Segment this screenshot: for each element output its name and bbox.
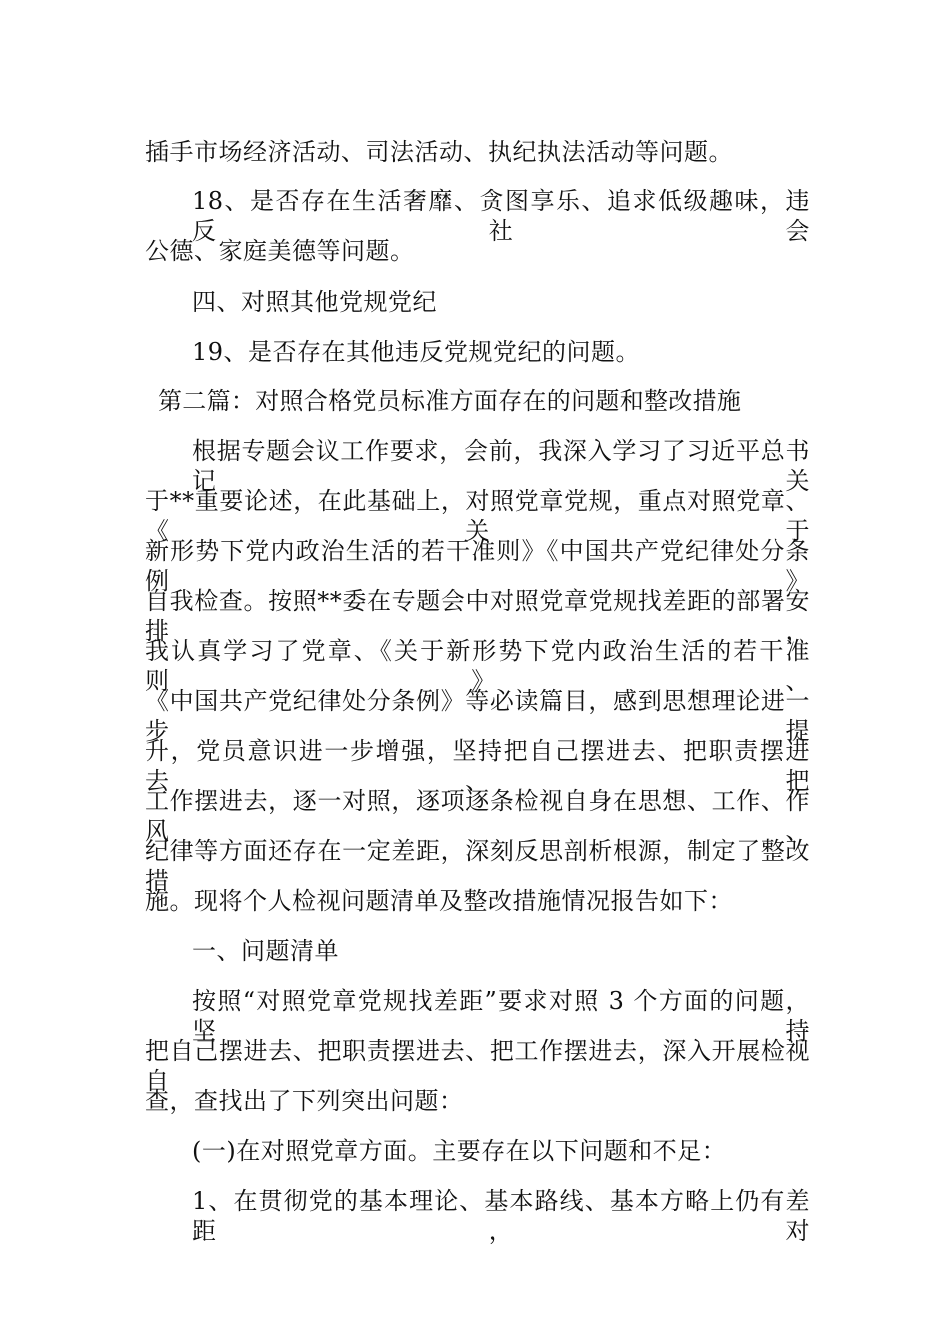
text-line: 《中国共产党纪律处分条例》等必读篇目，感到思想理论进一步提 [145,687,810,745]
text-line: 根据专题会议工作要求，会前，我深入学习了习近平总书记关 [192,437,810,495]
text-line: 按照“对照党章党规找差距”要求对照 3 个方面的问题，坚持 [192,987,810,1045]
text-line: 把自己摆进去、把职责摆进去、把工作摆进去，深入开展检视自 [145,1037,810,1095]
text-line: 插手市场经济活动、司法活动、执纪执法活动等问题。 [145,138,733,166]
section-heading: 四、对照其他党规党纪 [192,288,437,316]
text-line: 公德、家庭美德等问题。 [145,237,415,265]
subsection-heading: (一)在对照党章方面。主要存在以下问题和不足： [192,1137,727,1165]
text-line: 施。现将个人检视问题清单及整改措施情况报告如下： [145,887,733,915]
text-line: 自我检查。按照**委在专题会中对照党章党规找差距的部署安排， [145,587,810,645]
text-line: 于**重要论述，在此基础上，对照党章党规，重点对照党章、《关于 [145,487,810,545]
section-heading: 一、问题清单 [192,937,339,965]
text-line: 18、是否存在生活奢靡、贪图享乐、追求低级趣味，违反社会 [192,187,810,245]
text-line: 工作摆进去，逐一对照，逐项逐条检视自身在思想、工作、作风、 [145,787,810,845]
text-line: 我认真学习了党章、《关于新形势下党内政治生活的若干准则》、 [145,637,810,695]
text-line: 19、是否存在其他违反党规党纪的问题。 [192,338,641,366]
text-line: 升，党员意识进一步增强，坚持把自己摆进去、把职责摆进去、把 [145,737,810,795]
text-line: 纪律等方面还存在一定差距，深刻反思剖析根源，制定了整改措 [145,837,810,895]
chapter-heading: 第二篇：对照合格党员标准方面存在的问题和整改措施 [158,387,742,415]
text-line: 1、在贯彻党的基本理论、基本路线、基本方略上仍有差距，对 [192,1187,810,1245]
text-line: 新形势下党内政治生活的若干准则》《中国共产党纪律处分条例》 [145,537,810,595]
text-line: 查，查找出了下列突出问题： [145,1087,464,1115]
